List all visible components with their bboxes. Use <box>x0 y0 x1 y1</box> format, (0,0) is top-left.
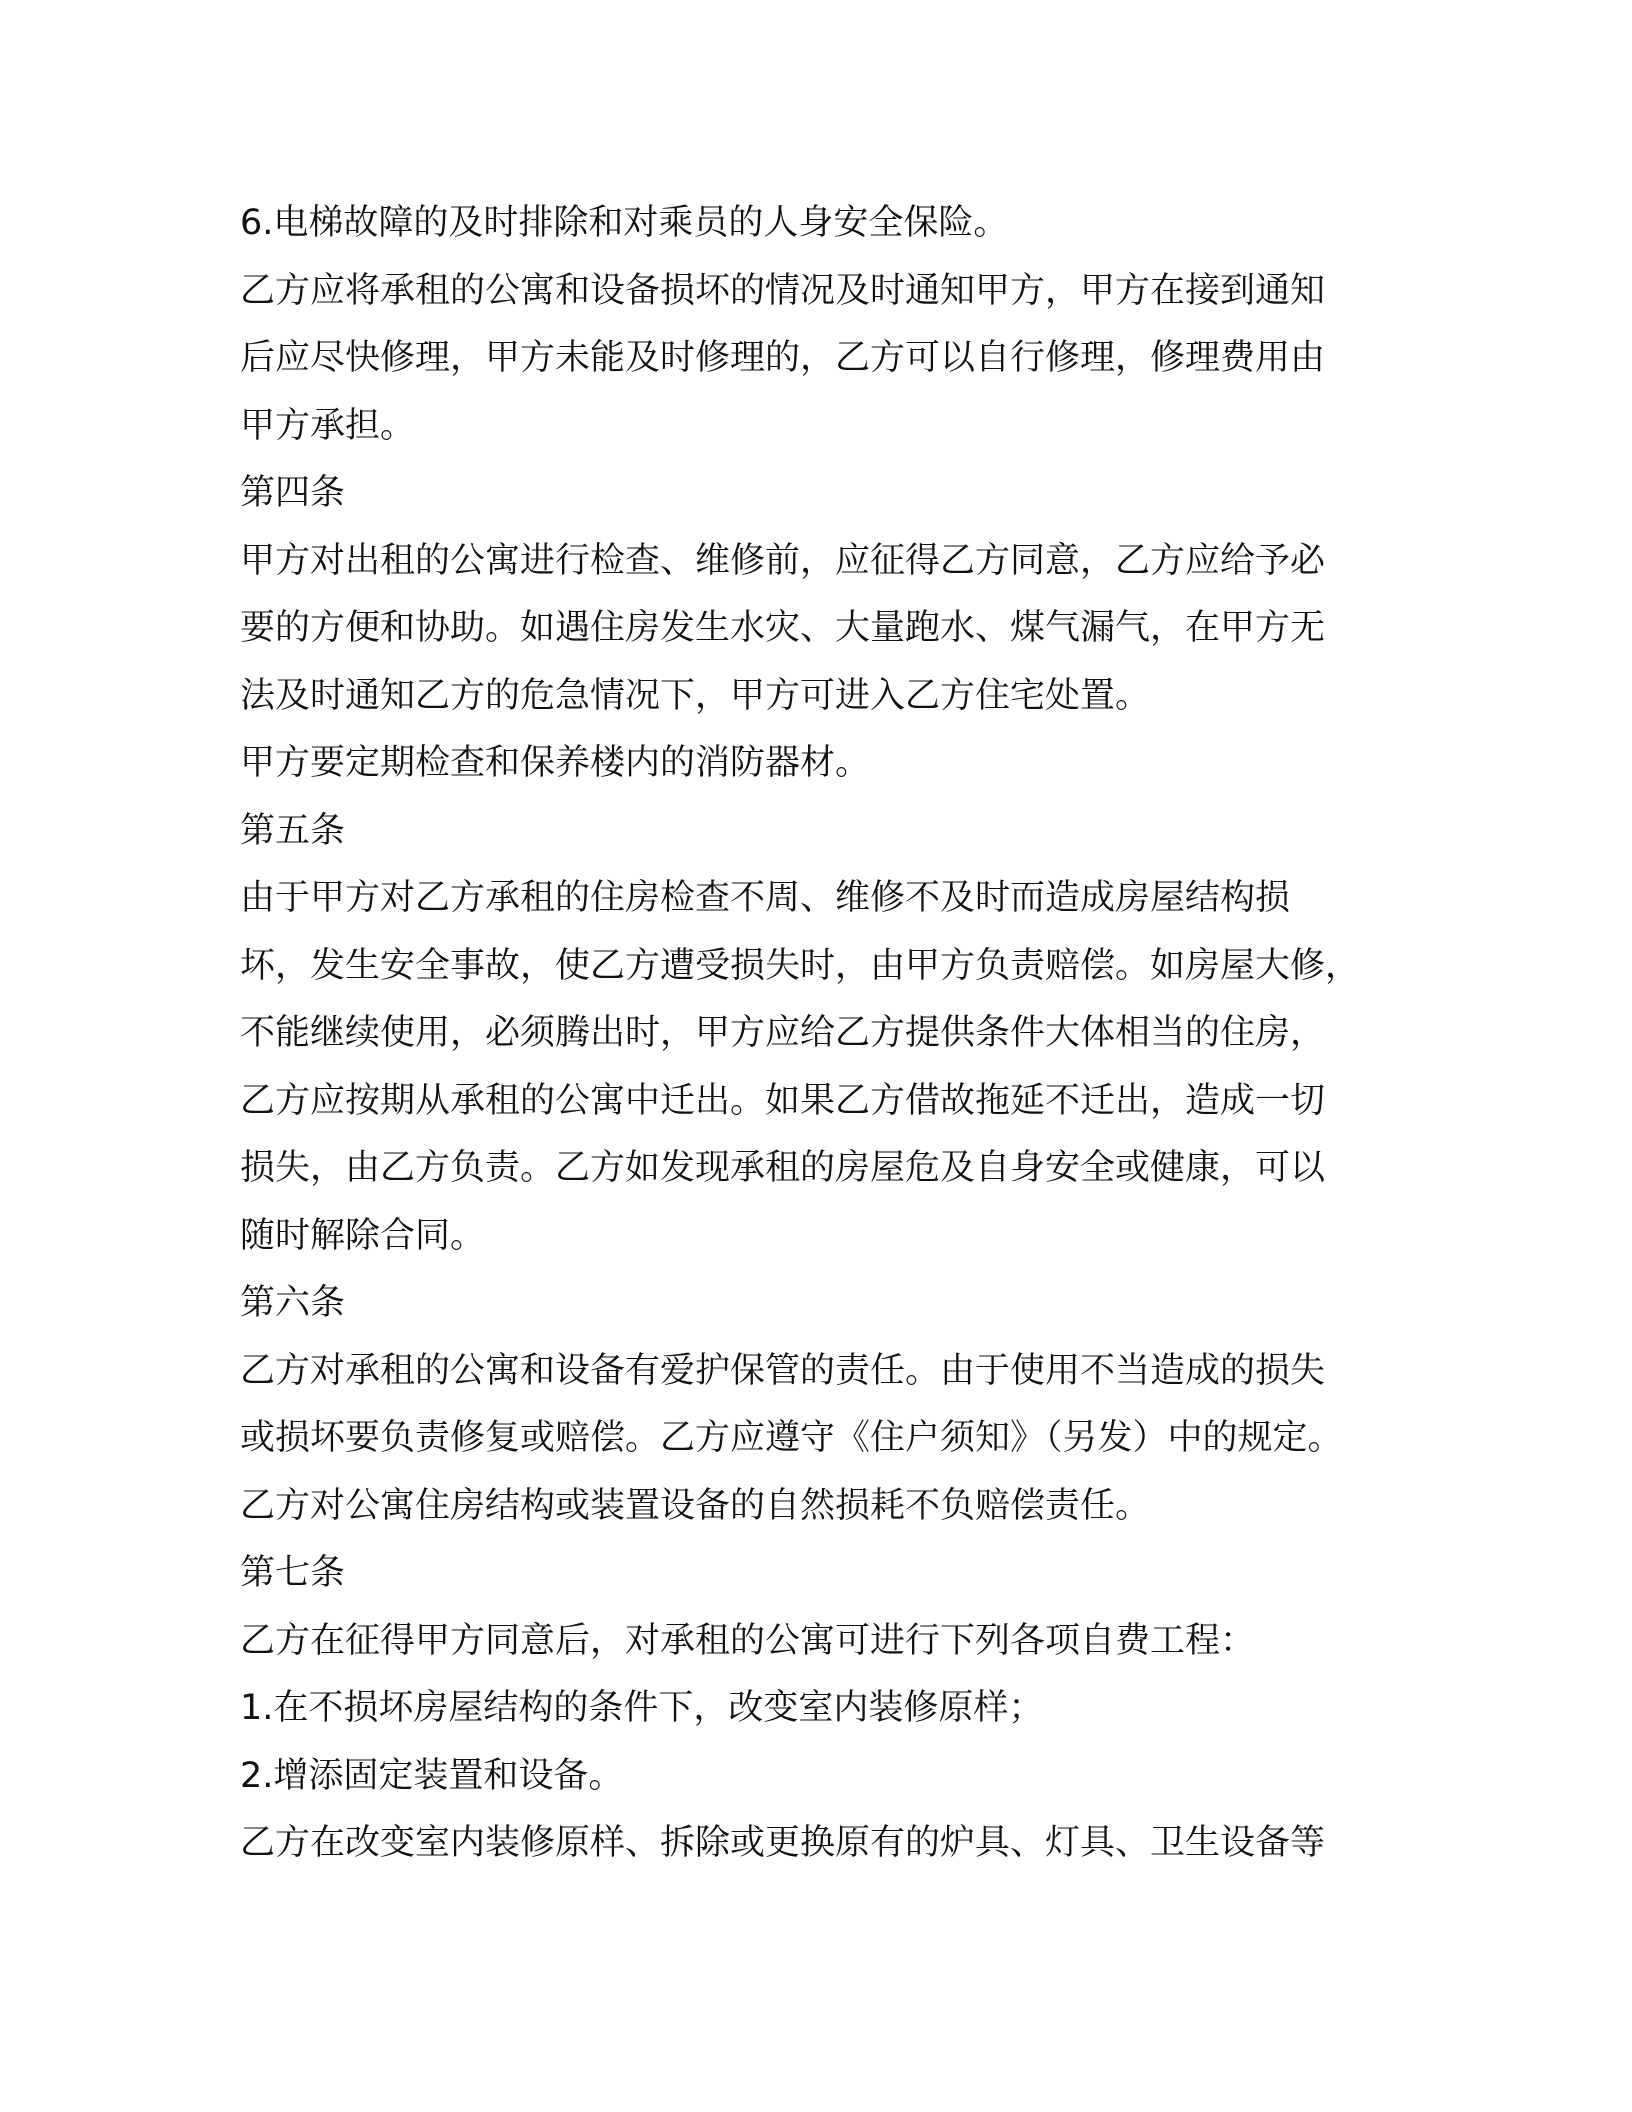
text-line: 甲方承担。 <box>240 405 416 446</box>
article-heading: 第六条 <box>240 1283 346 1323</box>
document-body <box>240 190 1400 1878</box>
text-line: 法及时通知乙方的危急情况下，甲方可进入乙方住宅处置。 <box>240 675 1151 716</box>
list-item: 1.在不损坏房屋结构的条件下，改变室内装修原样； <box>240 1688 1044 1728</box>
text-line: 不能继续使用，必须腾出时，甲方应给乙方提供条件大体相当的住房， <box>240 1013 1326 1053</box>
text-line: 乙方应将承租的公寓和设备损坏的情况及时通知甲方，甲方在接到通知 <box>240 270 1326 311</box>
text-line: 损失，由乙方负责。乙方如发现承租的房屋危及自身安全或健康，可以 <box>240 1148 1326 1188</box>
text-line: 由于甲方对乙方承租的住房检查不周、维修不及时而造成房屋结构损 <box>240 878 1291 918</box>
text-line: 要的方便和协助。如遇住房发生水灾、大量跑水、煤气漏气，在甲方无 <box>240 608 1326 648</box>
text-line: 乙方对公寓住房结构或装置设备的自然损耗不负赔偿责任。 <box>240 1485 1151 1526</box>
text-line: 随时解除合同。 <box>240 1215 486 1256</box>
article-heading: 第七条 <box>240 1553 346 1593</box>
article-heading: 第五条 <box>240 810 346 851</box>
text-line: 乙方在改变室内装修原样、拆除或更换原有的炉具、灯具、卫生设备等 <box>240 1823 1326 1863</box>
text-line: 乙方应按期从承租的公寓中迁出。如果乙方借故拖延不迁出，造成一切 <box>240 1080 1326 1121</box>
text-line: 后应尽快修理，甲方未能及时修理的，乙方可以自行修理，修理费用由 <box>240 338 1326 378</box>
list-item: 2.增添固定装置和设备。 <box>240 1755 624 1796</box>
text-line: 乙方对承租的公寓和设备有爱护保管的责任。由于使用不当造成的损失 <box>240 1350 1326 1391</box>
article-heading: 第四条 <box>240 473 346 513</box>
text-line: 或损坏要负责修复或赔偿。乙方应遵守《住户须知》（另发）中的规定。 <box>240 1418 1343 1458</box>
text-line: 乙方在征得甲方同意后，对承租的公寓可进行下列各项自费工程： <box>240 1620 1256 1661</box>
text-line: 甲方要定期检查和保养楼内的消防器材。 <box>240 743 871 783</box>
text-line: 坏，发生安全事故，使乙方遭受损失时，由甲方负责赔偿。如房屋大修， <box>240 945 1361 986</box>
text-line: 6.电梯故障的及时排除和对乘员的人身安全保险。 <box>240 203 1009 243</box>
text-line: 甲方对出租的公寓进行检查、维修前，应征得乙方同意，乙方应给予必 <box>240 540 1326 581</box>
